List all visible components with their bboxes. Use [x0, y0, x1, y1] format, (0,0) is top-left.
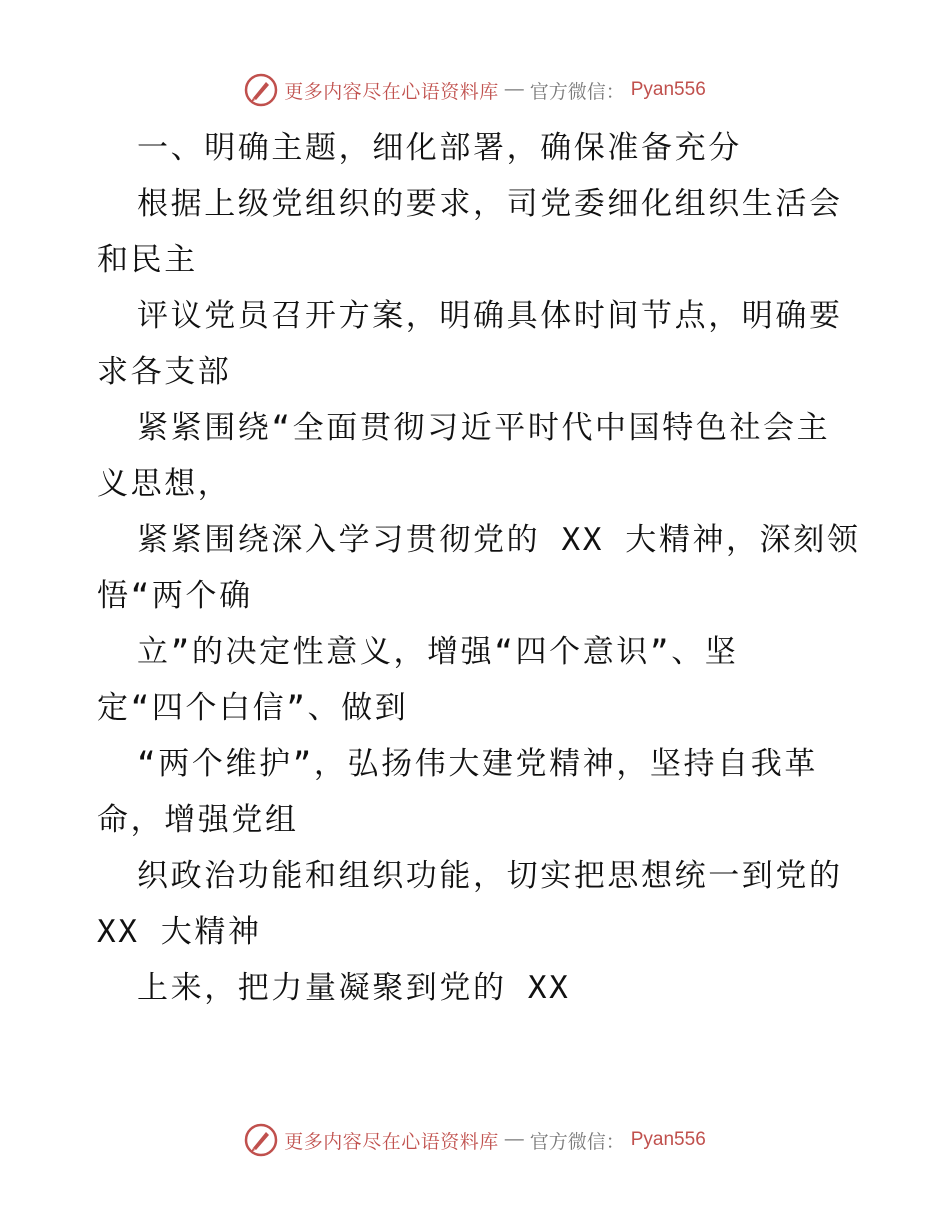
- text-line: 紧紧围绕“全面贯彻习近平时代中国特色社会主: [137, 410, 831, 446]
- text-line: 和民主: [97, 242, 198, 278]
- watermark-main-text: 更多内容尽在心语资料库: [284, 1131, 499, 1153]
- text-line: 命，增强党组: [97, 802, 299, 838]
- text-line: 根据上级党组织的要求，司党委细化组织生活会: [137, 186, 843, 222]
- text-line: 评议党员召开方案，明确具体时间节点，明确要: [137, 298, 843, 334]
- header-watermark: [0, 70, 950, 110]
- watermark-wechat-id: Pyan556: [630, 1129, 706, 1150]
- watermark-dash: —: [504, 1129, 524, 1150]
- watermark-dash: —: [504, 79, 524, 100]
- watermark-wechat-label: 官方微信：: [529, 1131, 625, 1153]
- text-line: 定“四个白信”、做到: [97, 690, 409, 726]
- quill-logo-icon: [244, 1123, 278, 1157]
- footer-watermark: [0, 1120, 950, 1160]
- watermark-wechat-id: Pyan556: [630, 79, 706, 100]
- text-line: 织政治功能和组织功能，切实把思想统一到党的: [137, 858, 843, 894]
- section-heading: 一、明确主题，细化部署，确保准备充分: [137, 130, 742, 166]
- text-line: XX 大精神: [97, 914, 262, 950]
- text-line: 义思想，: [97, 466, 232, 502]
- watermark-main-text: 更多内容尽在心语资料库: [284, 81, 499, 103]
- text-line: 上来，把力量凝聚到党的 XX: [137, 970, 571, 1006]
- watermark-wechat-label: 官方微信：: [529, 81, 625, 103]
- text-line: 立”的决定性意义，增强“四个意识”、坚: [137, 634, 739, 670]
- text-line: 悟“两个确: [97, 578, 253, 614]
- document-body: [97, 120, 861, 1016]
- text-line: 紧紧围绕深入学习贯彻党的 XX 大精神，深刻领: [137, 522, 861, 558]
- quill-logo-icon: [244, 73, 278, 107]
- text-line: “两个维护”，弘扬伟大建党精神，坚持自我革: [137, 746, 818, 782]
- text-line: 求各支部: [97, 354, 232, 390]
